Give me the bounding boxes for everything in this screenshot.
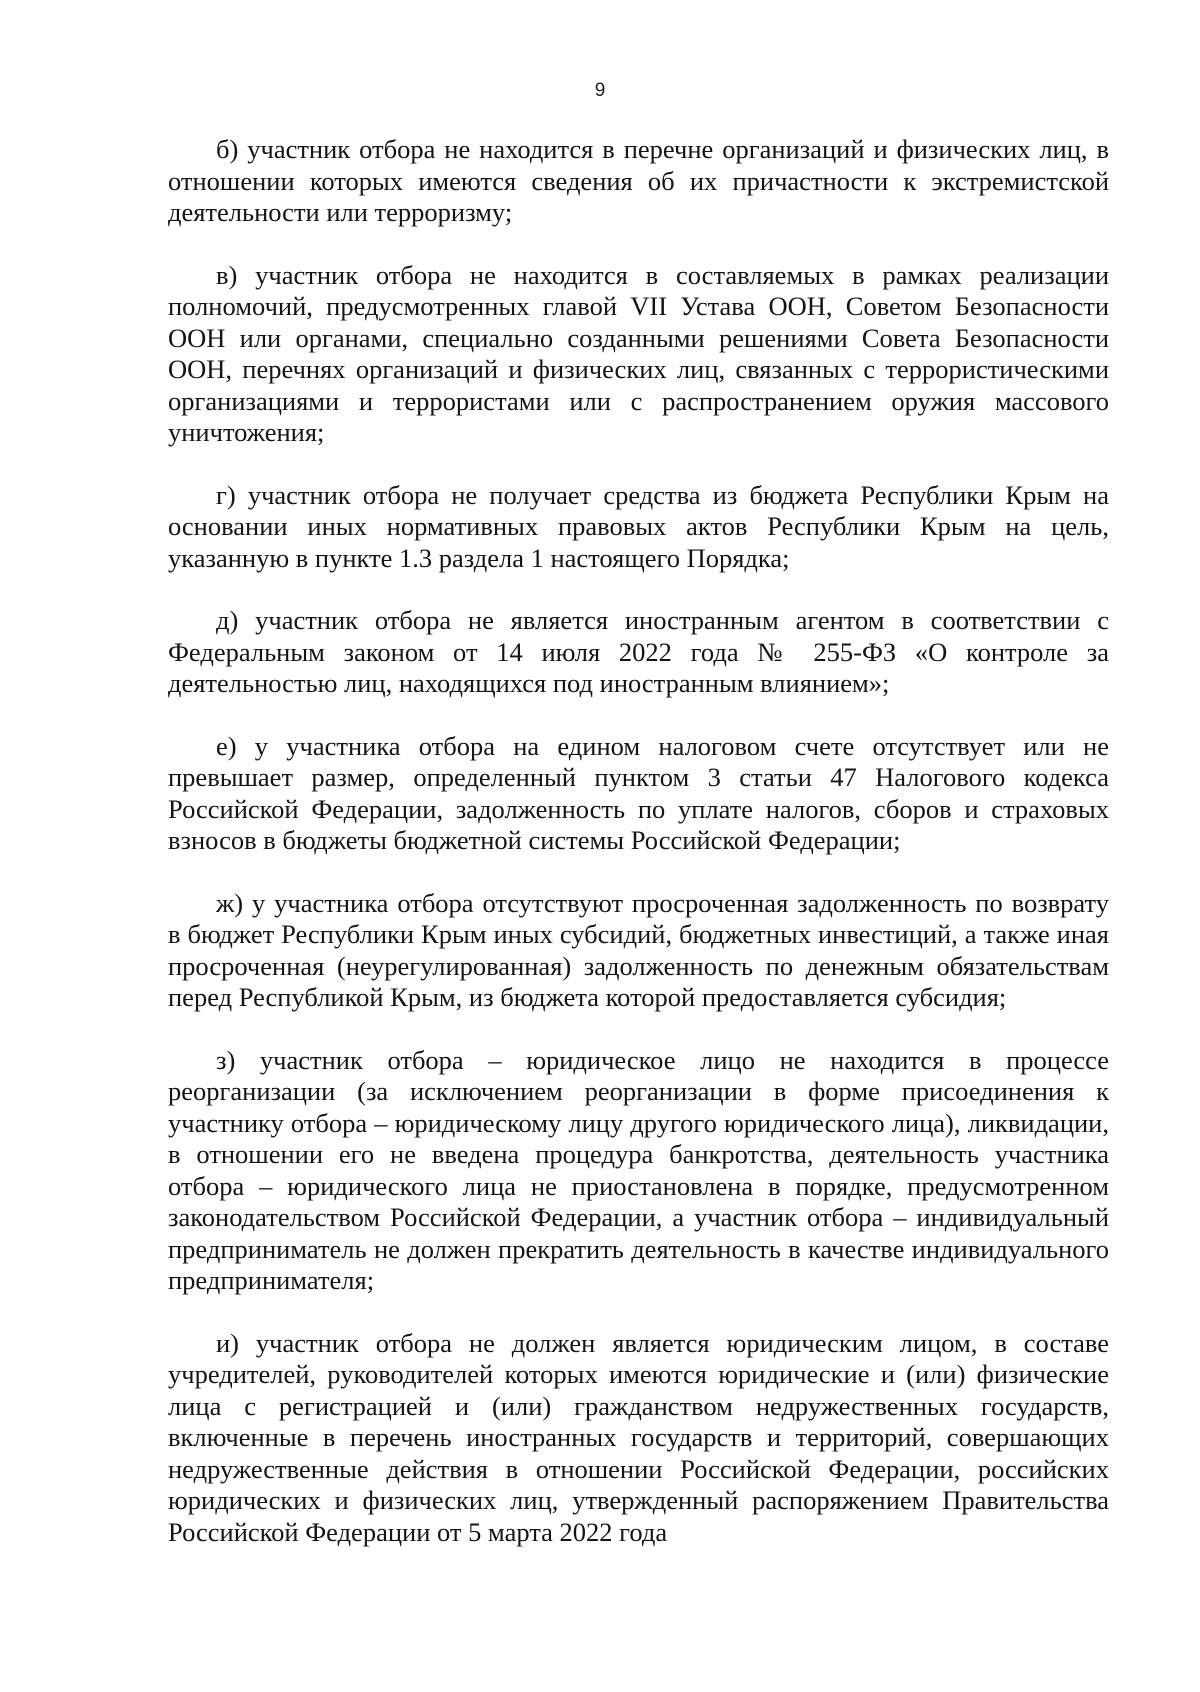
paragraph-g: г) участник отбора не получает средства из бюджета Республики Крым на основании иных нормативных правовых актов Республики Крым на цель, указанную в пункте 1.3 раздела 1 настоящего Порядка;: [168, 479, 1109, 573]
paragraph-v: в) участник отбора не находится в составляемых в рамках реализации полномочий, предусмотренных главой VII Устава ООН, Советом Безопасности ООН или органами, специально созданными решениями Совета Безопасности ООН, перечнях организаций и физических лиц, связанных с террористическими организациями и террористами или с распространением оружия массового уничтожения;: [168, 259, 1109, 447]
paragraph-b: б) участник отбора не находится в перечне организаций и физических лиц, в отношении которых имеются сведения об их причастности к экстремистской деятельности или терроризму;: [168, 134, 1109, 227]
paragraph-zh: ж) у участника отбора отсутствуют просроченная задолженность по возврату в бюджет Республики Крым иных субсидий, бюджетных инвестиций, а также иная просроченная (неурегулированная) задолженность по денежным обязательствам перед Республикой Крым, из бюджета которой предоставляется субсидия;: [168, 887, 1109, 1012]
paragraph-i: и) участник отбора не должен является юридическим лицом, в составе учредителей, руководителей которых имеются юридические и (или) физические лица с регистрацией и (или) гражданством недружественных государств, включенные в перечень иностранных государств и территорий, совершающих недружественные действия в отношении Российской Федерации, российских юридических и физических лиц, утвержденный распоряжением Правительства Российской Федерации от 5 марта 2022 года: [168, 1327, 1109, 1547]
paragraph-z: з) участник отбора – юридическое лицо не находится в процессе реорганизации (за исключением реорганизации в форме присоединения к участнику отбора – юридическому лицу другого юридического лица), ликвидации, в отношении его не введена процедура банкротства, деятельность участника отбора – юридического лица не приостановлена в порядке, предусмотренном законодательством Российской Федерации, а участник отбора – индивидуальный предприниматель не должен прекратить деятельность в качестве индивидуального предпринимателя;: [168, 1044, 1109, 1295]
paragraph-d: д) участник отбора не является иностранным агентом в соответствии с Федеральным законом от 14 июля 2022 года № 255-ФЗ «О контроле за деятельностью лиц, находящихся под иностранным влиянием»;: [168, 605, 1109, 698]
document-body: [168, 134, 1109, 1579]
page-number: 9: [594, 80, 606, 101]
paragraph-e: е) у участника отбора на едином налоговом счете отсутствует или не превышает размер, определенный пунктом 3 статьи 47 Налогового кодекса Российской Федерации, задолженность по уплате налогов, сборов и страховых взносов в бюджеты бюджетной системы Российской Федерации;: [168, 730, 1109, 855]
